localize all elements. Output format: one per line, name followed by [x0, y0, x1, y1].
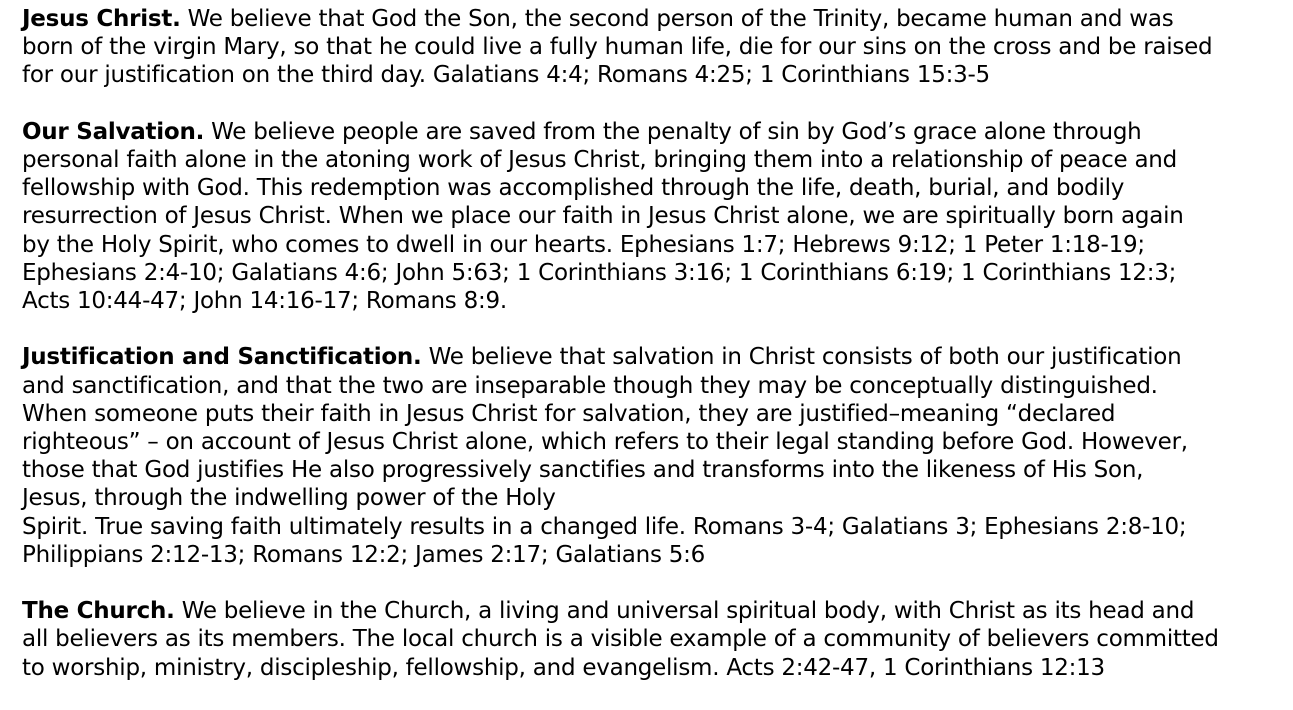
- belief-section-justification-sanctification: [22, 343, 1287, 569]
- paragraph-line: fellowship with God. This redemption was accomplished through the life, death, burial, and bodily: [22, 175, 1125, 202]
- paragraph-line: personal faith alone in the atoning work of Jesus Christ, bringing them into a relationship of peace and: [22, 147, 1177, 173]
- section-heading: Our Salvation.: [22, 118, 205, 145]
- section-heading: Jesus Christ.: [22, 6, 181, 32]
- paragraph-line: Spirit. True saving faith ultimately results in a changed life. Romans 3-4; Galatians 3; Ephesians 2:8-10;: [22, 513, 1187, 540]
- paragraph-line: [22, 343, 1287, 371]
- paragraph-line: and sanctification, and that the two are inseparable though they may be conceptually distinguished.: [22, 372, 1158, 399]
- paragraph-line: [22, 5, 1287, 33]
- paragraph-line: When someone puts their faith in Jesus Christ for salvation, they are justified–meaning “declared: [22, 400, 1116, 427]
- paragraph-text: We believe in the Church, a living and universal spiritual body, with Christ as its head and: [174, 598, 1195, 625]
- paragraph-text: We believe that salvation in Christ consists of both our justification: [421, 344, 1182, 371]
- paragraph-line: [22, 118, 1287, 146]
- paragraph-line: those that God justifies He also progressively sanctifies and transforms into the likeness of His Son,: [22, 457, 1144, 484]
- section-heading: Justification and Sanctification.: [22, 344, 422, 371]
- paragraph-line: all believers as its members. The local church is a visible example of a community of believers committed: [22, 626, 1219, 653]
- paragraph-line: Jesus, through the indwelling power of the Holy: [22, 485, 556, 512]
- beliefs-document: [22, 5, 1287, 710]
- paragraph-line: to worship, ministry, discipleship, fellowship, and evangelism. Acts 2:42-47, 1 Corinthians 12:13: [22, 654, 1105, 681]
- paragraph-line: righteous” – on account of Jesus Christ alone, which refers to their legal standing before God. However,: [22, 429, 1188, 456]
- paragraph-line: Acts 10:44-47; John 14:16-17; Romans 8:9.: [22, 288, 507, 315]
- paragraph-line: resurrection of Jesus Christ. When we place our faith in Jesus Christ alone, we are spiritually born again: [22, 203, 1184, 230]
- paragraph-line: by the Holy Spirit, who comes to dwell in our hearts. Ephesians 1:7; Hebrews 9:12; 1 Peter 1:18-19;: [22, 231, 1145, 258]
- paragraph-line: Ephesians 2:4-10; Galatians 4:6; John 5:63; 1 Corinthians 3:16; 1 Corinthians 6:19; 1 Corinthians 12:3;: [22, 259, 1177, 286]
- belief-section-our-salvation: [22, 118, 1287, 315]
- paragraph-line: for our justification on the third day. Galatians 4:4; Romans 4:25; 1 Corinthians 15:3-5: [22, 62, 990, 89]
- section-heading: The Church.: [22, 598, 175, 625]
- paragraph-line: [22, 597, 1287, 625]
- paragraph-line: born of the virgin Mary, so that he could live a fully human life, die for our sins on the cross and be raised: [22, 34, 1213, 61]
- belief-section-jesus-christ: [22, 5, 1287, 90]
- paragraph-text: We believe that God the Son, the second person of the Trinity, became human and was: [180, 6, 1174, 32]
- paragraph-line: Philippians 2:12-13; Romans 12:2; James 2:17; Galatians 5:6: [22, 541, 706, 568]
- belief-section-the-church: [22, 597, 1287, 682]
- paragraph-text: We believe people are saved from the penalty of sin by God’s grace alone through: [204, 118, 1142, 145]
